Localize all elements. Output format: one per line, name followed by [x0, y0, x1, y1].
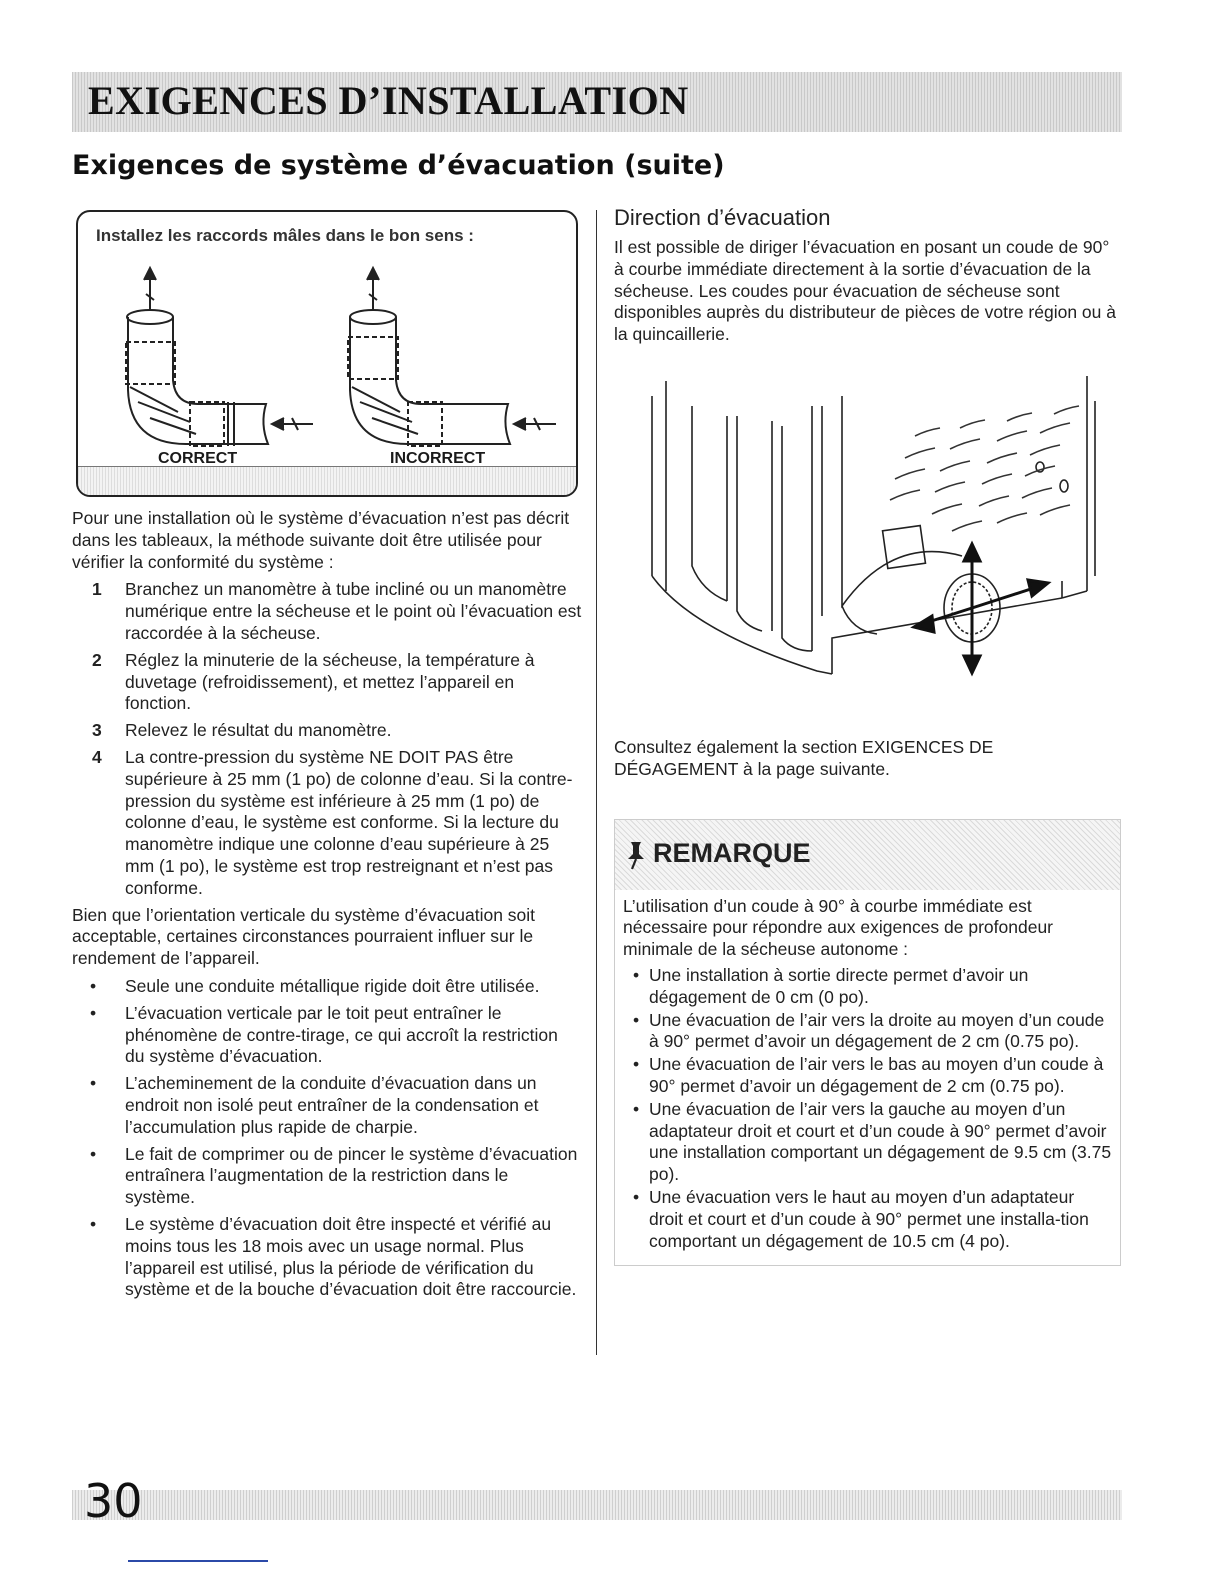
step-text: Réglez la minuterie de la sécheuse, la température à duvetage (refroidissement), et mettez l’appareil en fonction.: [125, 649, 535, 714]
label-incorrect: INCORRECT: [390, 450, 486, 467]
list-item: [72, 1214, 582, 1301]
note-box: [614, 819, 1121, 1267]
bullet-glyph: •: [90, 975, 97, 996]
bullet-glyph: •: [633, 964, 640, 985]
bullet-text: Une installation à sortie directe permet d’avoir un dégagement de 0 cm (0 po).: [649, 964, 1029, 1007]
note-body: [615, 890, 1120, 1266]
dryer-exhaust-illustration: [632, 376, 1102, 711]
page-number: 30: [84, 1474, 143, 1528]
vertical-orientation-paragraph: Bien que l’orientation verticale du système d’évacuation soit acceptable, certaines circonstances pourraient influer sur le rendement de l’appareil.: [72, 904, 536, 969]
step-text: Branchez un manomètre à tube incliné ou un manomètre numérique entre la sécheuse et le point où l’évacuation est raccordée à la sécheuse.: [125, 579, 582, 643]
bullet-glyph: •: [90, 1213, 97, 1234]
bullet-text: Une évacuation de l’air vers la gauche au moyen d’un adaptateur droit et court et d’un coude à 90° permet d’avoir une installation comportant un dégagement de 9.5 cm (3.75 po).: [649, 1098, 1112, 1185]
right-column: [614, 205, 1119, 1266]
list-item: [72, 579, 582, 644]
direction-title: Direction d’évacuation: [614, 205, 831, 230]
see-also-paragraph: Consultez également la section EXIGENCES DE DÉGAGEMENT à la page suivante.: [614, 736, 994, 779]
bullet-glyph: •: [633, 1009, 640, 1030]
figure-label-strip: [78, 466, 576, 495]
vertical-orientation-bullets: [72, 976, 582, 1301]
bullet-glyph: •: [90, 1002, 97, 1023]
list-item: [72, 720, 582, 742]
figure-title: Installez les raccords mâles dans le bon sens :: [96, 226, 474, 245]
header-banner: [72, 72, 1122, 132]
note-header: [615, 820, 1120, 890]
note-title: REMARQUE: [653, 837, 811, 868]
bullet-text: Seule une conduite métallique rigide doit être utilisée.: [125, 975, 540, 996]
list-item: [623, 1010, 1112, 1054]
note-bullets: [623, 965, 1112, 1252]
direction-paragraph: Il est possible de diriger l’évacuation en posant un coude de 90° à courbe immédiate directement à la sortie d’évacuation de la sécheuse. Les coudes pour évacuation de sécheuse sont disponibles auprès du distributeur de pièces de votre région ou à la quincaillerie.: [614, 237, 1116, 345]
bullet-glyph: •: [633, 1054, 640, 1075]
intro-paragraph: Pour une installation où le système d’évacuation n’est pas décrit dans les tableaux, la méthode suivante doit être utilisée pour vérifier la conformité du système :: [72, 508, 570, 572]
list-item: [72, 1073, 582, 1138]
bullet-text: Une évacuation de l’air vers le bas au moyen d’un coude à 90° permet d’avoir un dégagement de 2 cm (0.75 po).: [649, 1054, 1104, 1096]
connector-orientation-figure: [76, 210, 578, 497]
bullet-text: Une évacuation vers le haut au moyen d’un adaptateur droit et court et d’un coude à 90° permet une installa-tion comportant un dégagement de 10.5 cm (4 po).: [649, 1186, 1089, 1251]
dryer-back-drawing: [632, 376, 1102, 711]
list-item: [72, 1144, 582, 1209]
bullet-text: L’évacuation verticale par le toit peut entraîner le phénomène de contre-tirage, ce qui accroît la restriction du système d’évacuation.: [125, 1002, 558, 1067]
bullet-glyph: •: [633, 1098, 640, 1119]
bullet-glyph: •: [90, 1073, 97, 1094]
list-item: [72, 747, 582, 900]
footer-bar: [72, 1490, 1122, 1520]
bullet-text: Le système d’évacuation doit être inspecté et vérifié au moins tous les 18 mois avec un usage normal. Plus l’appareil est utilisé, plus la période de vérification du système et de la bouche d’évacuation doit être raccourcie.: [125, 1213, 577, 1300]
list-item: [623, 1099, 1112, 1186]
label-correct: CORRECT: [158, 450, 238, 467]
step-number: 2: [92, 649, 102, 670]
bullet-glyph: •: [633, 1186, 640, 1207]
step-text: Relevez le résultat du manomètre.: [125, 720, 392, 741]
step-number: 1: [92, 579, 102, 600]
left-column: [72, 210, 582, 1306]
bullet-text: Une évacuation de l’air vers la droite au moyen d’un coude à 90° permet d’avoir un dégagement de 2 cm (0.75 po).: [649, 1009, 1105, 1052]
verification-steps: [72, 579, 582, 899]
elbow-connectors-illustration: [78, 212, 576, 495]
footer-link-underline: [128, 1560, 268, 1562]
step-number: 4: [92, 746, 102, 767]
list-item: [72, 650, 582, 715]
step-text: La contre-pression du système NE DOIT PAS être supérieure à 25 mm (1 po) de colonne d’eau. Si la contre-pression du système est inférieure à 25 mm (1 po) de colonne d’eau, le système est conforme. Si la lecture du manomètre indique une colonne d’eau supérieure à 25 mm (1 po), le système est trop restreignant et n’est pas conforme.: [125, 746, 573, 898]
column-divider: [596, 210, 597, 1355]
list-item: [623, 965, 1112, 1009]
list-item: [72, 1003, 582, 1068]
step-number: 3: [92, 720, 102, 741]
bullet-text: Le fait de comprimer ou de pincer le système d’évacuation entraînera l’augmentation de la restriction dans le système.: [125, 1143, 578, 1208]
bullet-text: L’acheminement de la conduite d’évacuation dans un endroit non isolé peut entraîner de la condensation et l’accumulation plus rapide de charpie.: [125, 1073, 539, 1137]
list-item: [72, 976, 582, 998]
note-intro: L’utilisation d’un coude à 90° à courbe immédiate est nécessaire pour répondre aux exigences de profondeur minimale de la sécheuse autonome :: [623, 895, 1054, 960]
pushpin-icon: [623, 840, 649, 870]
bullet-glyph: •: [90, 1143, 97, 1164]
list-item: [623, 1187, 1112, 1252]
section-title: Exigences de système d’évacuation (suite): [72, 150, 725, 181]
list-item: [623, 1054, 1112, 1098]
page-header-title: EXIGENCES D’INSTALLATION: [88, 78, 689, 123]
